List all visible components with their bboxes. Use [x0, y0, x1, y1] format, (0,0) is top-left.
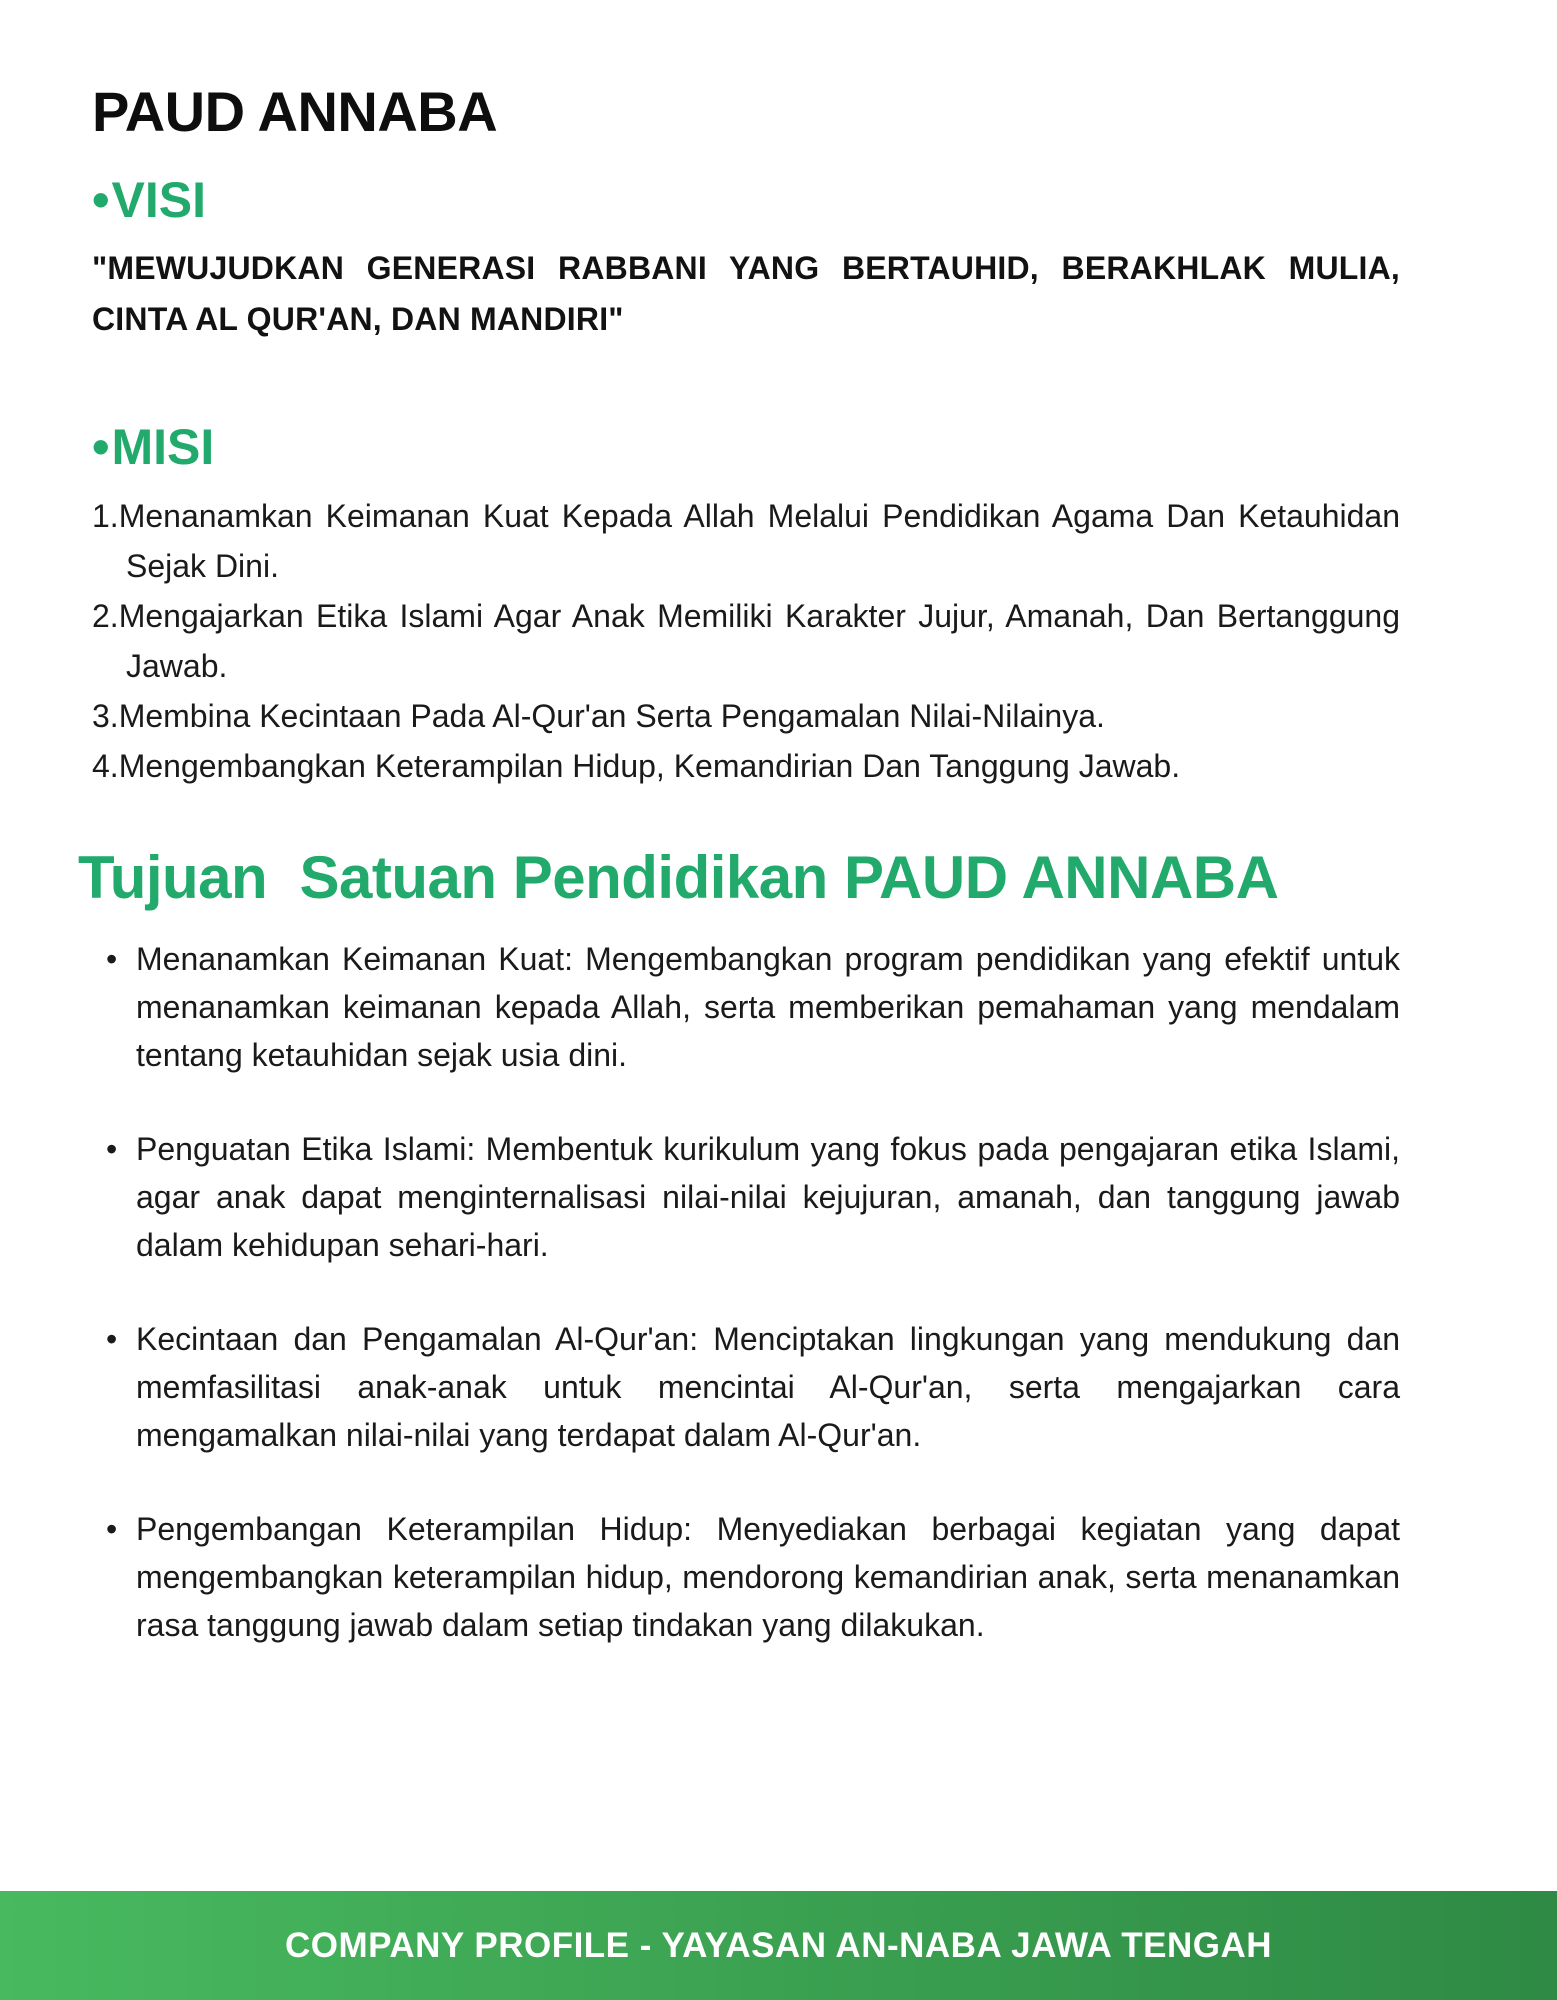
page-content: [78, 80, 1400, 1695]
tujuan-item-text: Menanamkan Keimanan Kuat: Mengembangkan program pendidikan yang efektif untuk menanamkan keimanan kepada Allah, serta memberikan pemahaman yang mendalam tentang ketauhidan sejak usia dini.: [136, 941, 1400, 1074]
page-title: PAUD ANNABA: [92, 80, 498, 143]
footer-bar: [0, 1891, 1557, 2000]
tujuan-item-text: Penguatan Etika Islami: Membentuk kurikulum yang fokus pada pengajaran etika Islami, agar anak dapat menginternalisasi nilai-nilai kejujuran, amanah, dan tanggung jawab dalam kehidupan sehari-hari.: [136, 1131, 1400, 1264]
bullet-marker: •: [106, 1131, 118, 1168]
misi-item-number: 1.: [92, 498, 119, 535]
misi-bullet-marker: •: [92, 418, 110, 475]
tujuan-item-text: Kecintaan dan Pengamalan Al-Qur'an: Menciptakan lingkungan yang mendukung dan memfasilitasi anak-anak untuk mencintai Al-Qur'an, serta mengajarkan cara mengamalkan nilai-nilai yang terdapat dalam Al-Qur'an.: [136, 1321, 1400, 1454]
visi-heading: [92, 174, 1400, 227]
misi-list: [92, 491, 1400, 791]
misi-item-text: Mengajarkan Etika Islami Agar Anak Memiliki Karakter Jujur, Amanah, Dan Bertanggung Jawab.: [118, 598, 1400, 685]
bullet-marker: •: [106, 941, 118, 978]
visi-heading-label: VISI: [111, 172, 206, 229]
misi-item: [92, 591, 1400, 691]
misi-item-number: 3.: [92, 698, 119, 735]
misi-item-text: Membina Kecintaan Pada Al-Qur'an Serta Pengamalan Nilai-Nilainya.: [118, 698, 1105, 735]
tujuan-item: [106, 1505, 1400, 1649]
tujuan-item: [106, 935, 1400, 1079]
tujuan-heading: Tujuan Satuan Pendidikan PAUD ANNABA: [78, 844, 1279, 912]
misi-item-number: 4.: [92, 748, 119, 785]
misi-item-number: 2.: [92, 598, 119, 635]
misi-section: [92, 418, 1400, 792]
misi-item: [92, 741, 1400, 791]
misi-heading-label: MISI: [111, 418, 215, 475]
misi-item: [92, 691, 1400, 741]
tujuan-list: [106, 935, 1400, 1649]
footer-text: COMPANY PROFILE - YAYASAN AN-NABA JAWA TENGAH: [284, 1925, 1273, 1965]
misi-item-text: Menanamkan Keimanan Kuat Kepada Allah Melalui Pendidikan Agama Dan Ketauhidan Sejak Dini.: [118, 498, 1400, 585]
visi-section: [92, 174, 1400, 345]
misi-heading: [92, 418, 1400, 475]
tujuan-item: [106, 1125, 1400, 1269]
misi-item-text: Mengembangkan Keterampilan Hidup, Kemandirian Dan Tanggung Jawab.: [118, 748, 1181, 785]
tujuan-section: [78, 844, 1400, 1649]
tujuan-item: [106, 1315, 1400, 1459]
visi-quote: "MEWUJUDKAN GENERASI RABBANI YANG BERTAUHID, BERAKHLAK MULIA, CINTA AL QUR'AN, DAN MANDIRI": [92, 249, 1400, 337]
misi-item: [92, 491, 1400, 591]
visi-bullet-marker: •: [92, 172, 110, 229]
bullet-marker: •: [106, 1321, 118, 1358]
bullet-marker: •: [106, 1511, 118, 1548]
tujuan-item-text: Pengembangan Keterampilan Hidup: Menyediakan berbagai kegiatan yang dapat mengembangkan keterampilan hidup, mendorong kemandirian anak, serta menanamkan rasa tanggung jawab dalam setiap tindakan yang dilakukan.: [136, 1511, 1400, 1644]
